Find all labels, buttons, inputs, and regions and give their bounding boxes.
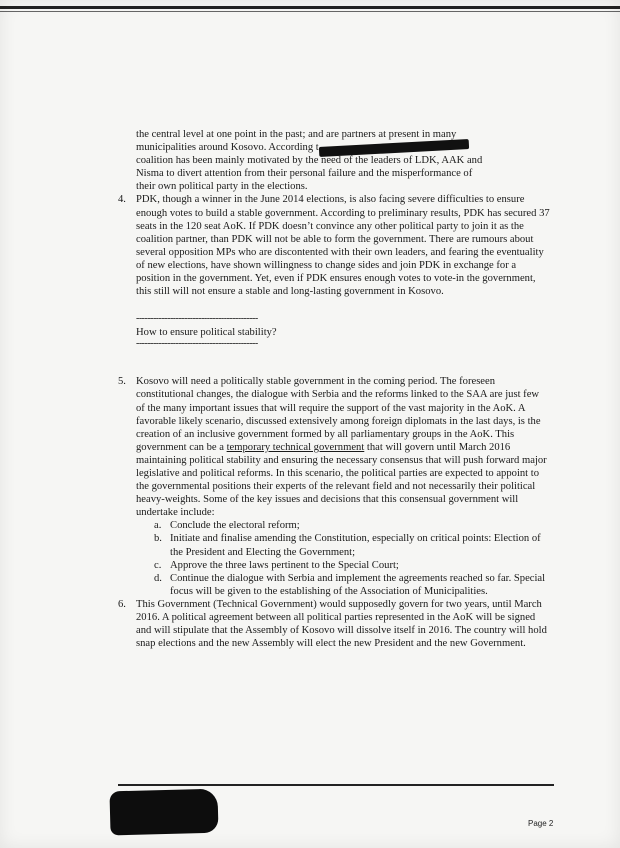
continuation-line-2: municipalities around Kosovo. According t <box>136 141 550 154</box>
numbered-item-4 <box>118 193 550 298</box>
item-text: This Government (Technical Government) would supposedly govern for two years, until March 2016. A political agreement between all political parties represented in the AoK will be signed and will stipulate that the Assembly of Kosovo will dissolve itself in 2016. The country will hold snap elections and the new Assembly will elect the new President and the new Government. <box>136 598 547 650</box>
body-text <box>118 128 550 650</box>
continuation-line-1: the central level at one point in the past; and are partners at present in many <box>136 129 457 140</box>
item-text: PDK, though a winner in the June 2014 elections, is also facing severe difficulties to ensure enough votes to build a stable government. According to preliminary results, PDK has secured 37 seats in the 120 seat AoK. If PDK doesn’t convince any other political party to join it as the coalition partner, than PDK will not be able to form the government. There are rumours about several opposition MPs who are discontented with their own leaders, and fearing the eventuality of new elections, have shown willingness to change sides and join PDK in exchange for a position in the government. Yet, even if PDK ensures enough votes to vote-in the government, this still will not ensure a stable and long-lasting government in Kosovo. <box>136 194 550 298</box>
continuation-line-5: their own political party in the elections. <box>136 181 308 193</box>
sub-item-letter: a. <box>154 520 162 532</box>
item-number: 5. <box>118 376 126 388</box>
numbered-item-5 <box>118 375 550 598</box>
section-divider-top: ------------------------------------------- <box>136 313 258 325</box>
sub-item-letter: d. <box>154 572 162 584</box>
sub-item-text: Conclude the electoral reform; <box>170 520 300 532</box>
sub-item-b <box>154 532 550 558</box>
sub-item-letter: c. <box>154 559 162 571</box>
item-number: 4. <box>118 194 126 206</box>
sub-item-text: Approve the three laws pertinent to the Special Court; <box>170 559 399 571</box>
footer-rule <box>118 784 554 786</box>
item-text: Kosovo will need a politically stable government in the coming period. The foreseen constitutional changes, the dialogue with Serbia and the reforms linked to the SAA are just few of the many important issues that will require the support of the vast majority in the AoK. A favorable likely scenario, discussed extensively among foreign diplomats in the last days, is the creation of an inclusive government formed by all parliamentary groups in the AoK. This government can be a temporary technical government that will govern until March 2016 maintaining political stability and ensuring the necessary consensus that will push forward major legislative and political reforms. In this scenario, the political parties are expected to appoint to the governmental positions their experts of the relevant field and not necessarily their political heavy-weights. Some of the key issues and decisions that this consensual government will undertake include: <box>136 376 547 519</box>
redaction-block <box>109 789 218 836</box>
sub-item-text: Continue the dialogue with Serbia and implement the agreements reached so far. Special focus will be given to the establishing of the Association of Municipalities. <box>170 572 546 597</box>
continuation-paragraph <box>118 128 550 193</box>
sub-item-text: Initiate and finalise amending the Constitution, especially on critical points: Election of the President and Electing the Government; <box>170 533 541 558</box>
page-number: Page 2 <box>528 819 554 828</box>
sub-item-a <box>154 519 550 532</box>
item-number: 6. <box>118 598 126 610</box>
section-heading: How to ensure political stability? <box>136 327 277 339</box>
header-rule-thin <box>0 11 620 12</box>
sub-item-letter: b. <box>154 533 162 545</box>
sub-list <box>136 519 550 598</box>
continuation-line-3: coalition has been mainly motivated by the need of the leaders of LDK, AAK and <box>136 155 483 167</box>
section-divider-bottom: ------------------------------------------- <box>136 338 258 350</box>
sub-item-d <box>154 572 550 598</box>
sub-item-c <box>154 559 550 572</box>
underlined-phrase: temporary technical government <box>226 441 365 453</box>
continuation-line-4: Nisma to divert attention from their personal failure and the misperformance of <box>136 168 473 180</box>
numbered-item-6 <box>118 598 550 650</box>
header-rule <box>0 6 620 9</box>
